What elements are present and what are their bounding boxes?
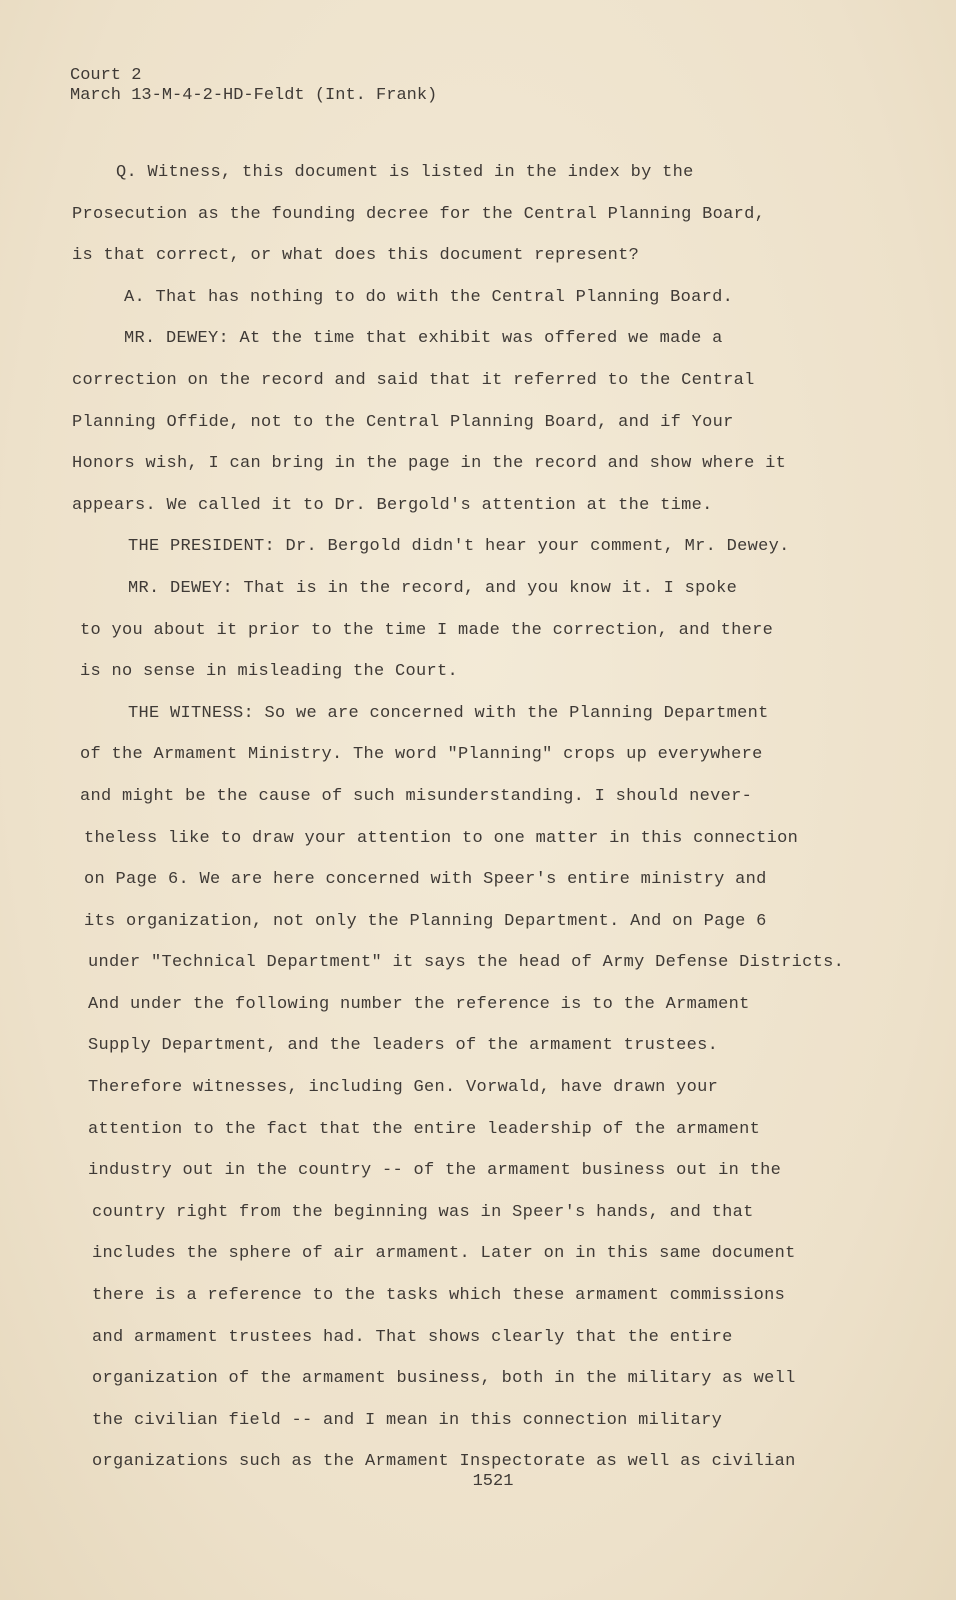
transcript-line: and might be the cause of such misunderstanding. I should never- [80, 786, 753, 806]
transcript-line: to you about it prior to the time I made the correction, and there [80, 620, 774, 640]
transcript-line: of the Armament Ministry. The word "Planning" crops up everywhere [80, 745, 763, 765]
transcript-line: is that correct, or what does this document represent? [72, 246, 640, 266]
transcript-reference: March 13-M-4-2-HD-Feldt (Int. Frank) [70, 86, 438, 105]
transcript-line: A. That has nothing to do with the Central Planning Board. [124, 287, 734, 307]
transcript-line: THE PRESIDENT: Dr. Bergold didn't hear your comment, Mr. Dewey. [128, 537, 790, 557]
transcript-line: MR. DEWEY: At the time that exhibit was offered we made a [124, 329, 723, 349]
transcript-line: MR. DEWEY: That is in the record, and you know it. I spoke [128, 578, 738, 598]
transcript-line: appears. We called it to Dr. Bergold's attention at the time. [72, 495, 713, 515]
transcript-line: Honors wish, I can bring in the page in the record and show where it [72, 454, 787, 474]
transcript-line: Therefore witnesses, including Gen. Vorwald, have drawn your [88, 1078, 719, 1098]
transcript-line: Prosecution as the founding decree for the Central Planning Board, [72, 204, 766, 224]
transcript-line: under "Technical Department" it says the head of Army Defense Districts. [88, 953, 845, 973]
transcript-line: THE WITNESS: So we are concerned with the Planning Department [128, 703, 769, 723]
transcript-line: attention to the fact that the entire leadership of the armament [88, 1119, 761, 1139]
transcript-line: theless like to draw your attention to one matter in this connection [84, 828, 799, 848]
transcript-line: there is a reference to the tasks which these armament commissions [92, 1286, 786, 1306]
transcript-line: on Page 6. We are here concerned with Speer's entire ministry and [84, 870, 767, 890]
transcript-line: organization of the armament business, both in the military as well [92, 1369, 796, 1389]
transcript-line: its organization, not only the Planning Department. And on Page 6 [84, 911, 767, 931]
transcript-line: the civilian field -- and I mean in this connection military [92, 1410, 723, 1430]
transcript-line: is no sense in misleading the Court. [80, 662, 459, 682]
transcript-line: includes the sphere of air armament. Later on in this same document [92, 1244, 796, 1264]
transcript-line: Planning Offide, not to the Central Planning Board, and if Your [72, 412, 734, 432]
page-number: 1521 [472, 1472, 514, 1491]
transcript-line: and armament trustees had. That shows clearly that the entire [92, 1327, 733, 1347]
transcript-line: Supply Department, and the leaders of the armament trustees. [88, 1036, 719, 1056]
transcript-line: industry out in the country -- of the armament business out in the [88, 1161, 782, 1181]
transcript-body [72, 152, 872, 1483]
transcript-line: And under the following number the reference is to the Armament [88, 994, 750, 1014]
court-label: Court 2 [70, 66, 142, 85]
transcript-line: Q. Witness, this document is listed in the index by the [116, 163, 694, 182]
transcript-line: correction on the record and said that it referred to the Central [72, 370, 755, 390]
transcript-line: organizations such as the Armament Inspectorate as well as civilian [92, 1452, 796, 1472]
transcript-line: country right from the beginning was in Speer's hands, and that [92, 1202, 754, 1222]
document-header [70, 66, 437, 106]
